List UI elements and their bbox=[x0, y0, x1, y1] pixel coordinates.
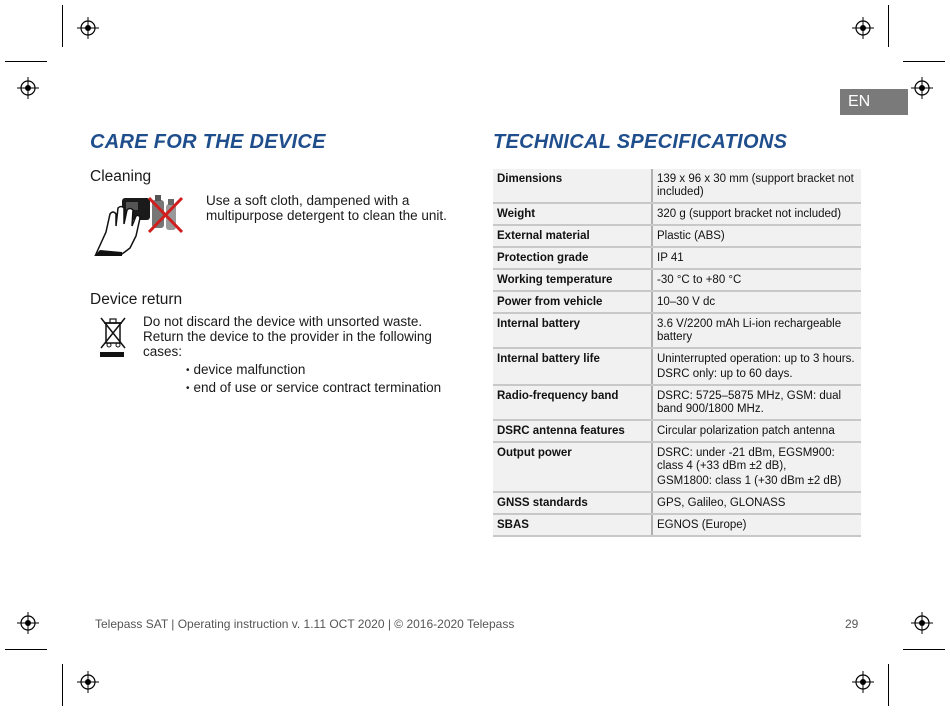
spec-value-line: 139 x 96 x 30 mm (support bracket not included) bbox=[657, 173, 854, 198]
table-row bbox=[493, 247, 861, 269]
spec-label: Weight bbox=[493, 203, 652, 225]
spec-value bbox=[652, 442, 861, 492]
spec-value-line: DSRC only: up to 60 days. bbox=[657, 368, 793, 380]
table-row bbox=[493, 442, 861, 492]
footer-text: Telepass SAT | Operating instruction v. 1.11 OCT 2020 | © 2016-2020 Telepass bbox=[95, 617, 515, 631]
spec-value bbox=[652, 247, 861, 269]
return-cases-list bbox=[186, 361, 441, 397]
spec-label: Output power bbox=[493, 442, 652, 492]
language-badge: EN bbox=[840, 89, 908, 115]
crop-line bbox=[903, 649, 945, 650]
spec-value bbox=[652, 169, 861, 203]
crop-line bbox=[888, 5, 889, 47]
specs-table bbox=[493, 169, 861, 537]
crop-line bbox=[888, 664, 889, 706]
spec-value-line: EGNOS (Europe) bbox=[657, 519, 747, 531]
spec-value bbox=[652, 225, 861, 247]
cleaning-heading: Cleaning bbox=[90, 168, 152, 185]
spec-label: Radio-frequency band bbox=[493, 385, 652, 420]
spec-value-line: Plastic (ABS) bbox=[657, 230, 725, 242]
registration-mark-icon bbox=[17, 612, 39, 634]
spec-label: SBAS bbox=[493, 514, 652, 536]
spec-value-line: GPS, Galileo, GLONASS bbox=[657, 497, 786, 509]
spec-value bbox=[652, 514, 861, 536]
crop-line bbox=[5, 649, 47, 650]
list-item: • device malfunction bbox=[186, 361, 441, 379]
spec-value bbox=[652, 291, 861, 313]
list-item: • end of use or service contract termination bbox=[186, 379, 441, 397]
spec-label: GNSS standards bbox=[493, 492, 652, 514]
spec-label: Working temperature bbox=[493, 269, 652, 291]
table-row bbox=[493, 313, 861, 348]
table-row bbox=[493, 291, 861, 313]
device-return-heading: Device return bbox=[90, 291, 183, 308]
table-row bbox=[493, 169, 861, 203]
care-title: CARE FOR THE DEVICE bbox=[90, 131, 326, 153]
spec-label: Power from vehicle bbox=[493, 291, 652, 313]
crop-line bbox=[62, 5, 63, 47]
spec-label: Internal battery bbox=[493, 313, 652, 348]
table-row bbox=[493, 420, 861, 442]
spec-label: DSRC antenna features bbox=[493, 420, 652, 442]
spec-value-line: DSRC: under -21 dBm, EGSM900: class 4 (+33 dBm ±2 dB), bbox=[657, 447, 835, 472]
crop-line bbox=[62, 664, 63, 706]
spec-value-line: -30 °C to +80 °C bbox=[657, 274, 742, 286]
crossed-out-bin-icon bbox=[98, 315, 128, 359]
table-row bbox=[493, 225, 861, 247]
spec-value bbox=[652, 420, 861, 442]
registration-mark-icon bbox=[911, 77, 933, 99]
spec-label: Protection grade bbox=[493, 247, 652, 269]
registration-mark-icon bbox=[911, 612, 933, 634]
spec-value-line: GSM1800: class 1 (+30 dBm ±2 dB) bbox=[657, 475, 842, 487]
spec-value-line: 320 g (support bracket not included) bbox=[657, 208, 842, 220]
spec-value bbox=[652, 313, 861, 348]
spec-value-line: Uninterrupted operation: up to 3 hours. bbox=[657, 353, 855, 365]
spec-value bbox=[652, 385, 861, 420]
spec-value-line: DSRC: 5725–5875 MHz, GSM: dual band 900/1800 MHz. bbox=[657, 390, 842, 415]
spec-value-line: Circular polarization patch antenna bbox=[657, 425, 835, 437]
table-row bbox=[493, 348, 861, 385]
table-row bbox=[493, 203, 861, 225]
crop-line bbox=[903, 61, 945, 62]
device-return-text: Do not discard the device with unsorted waste. Return the device to the provider in the following cases: bbox=[143, 314, 432, 359]
table-row bbox=[493, 385, 861, 420]
registration-mark-icon bbox=[77, 671, 99, 693]
registration-mark-icon bbox=[77, 17, 99, 39]
spec-value bbox=[652, 203, 861, 225]
spec-value-line: IP 41 bbox=[657, 252, 684, 264]
hand-cleaning-device-icon bbox=[92, 192, 188, 258]
table-row bbox=[493, 269, 861, 291]
page-number: 29 bbox=[845, 617, 859, 631]
registration-mark-icon bbox=[852, 17, 874, 39]
registration-mark-icon bbox=[852, 671, 874, 693]
spec-value bbox=[652, 492, 861, 514]
crop-line bbox=[5, 61, 47, 62]
cleaning-text: Use a soft cloth, dampened with a multipurpose detergent to clean the unit. bbox=[206, 193, 447, 223]
spec-label: Internal battery life bbox=[493, 348, 652, 385]
registration-mark-icon bbox=[17, 77, 39, 99]
spec-label: Dimensions bbox=[493, 169, 652, 203]
spec-label: External material bbox=[493, 225, 652, 247]
tech-specs-title: TECHNICAL SPECIFICATIONS bbox=[493, 131, 788, 153]
table-row bbox=[493, 492, 861, 514]
spec-value bbox=[652, 269, 861, 291]
spec-value-line: 3.6 V/2200 mAh Li-ion rechargeable battery bbox=[657, 318, 842, 343]
table-row bbox=[493, 514, 861, 536]
spec-value-line: 10–30 V dc bbox=[657, 296, 716, 308]
spec-value bbox=[652, 348, 861, 385]
